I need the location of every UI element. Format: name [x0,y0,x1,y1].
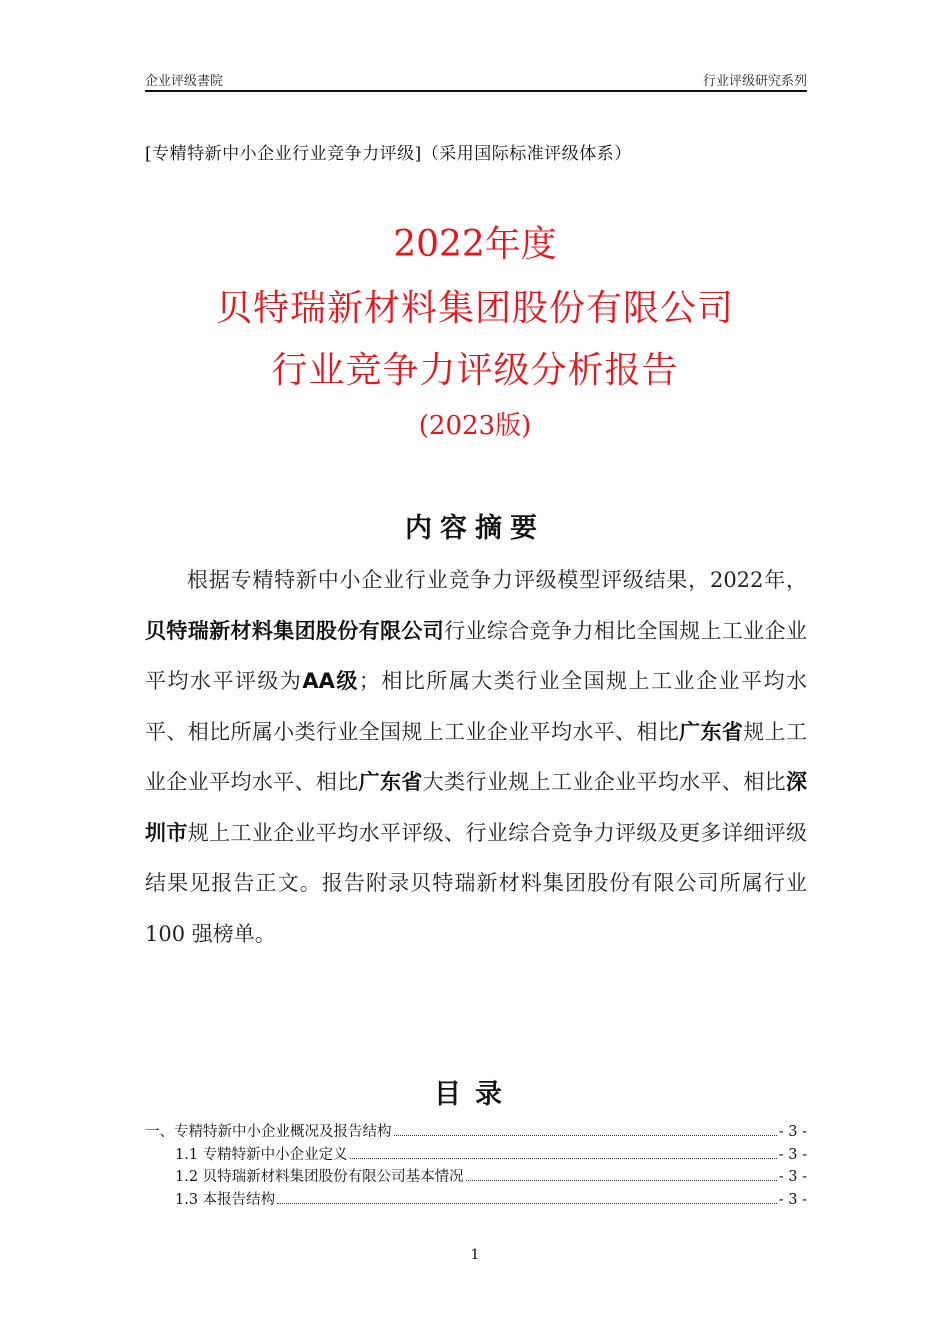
toc-leader-dots [394,1135,777,1136]
header-publisher: 企业评级書院 [145,74,224,89]
toc-heading: 目录 [434,1079,516,1110]
toc-entry-page: - 3 - [778,1146,807,1163]
abstract-text: 规上工业企业平均水平、相比 [145,719,808,794]
toc-entry-page: - 3 - [778,1124,807,1140]
abstract-text: 规上工业企业平均水平评级、行业综合竞争力评级及更多详细评级结果见报告正文。报告附录贝特瑞新材料集团股份有限公司所属行业 100 强榜单。 [145,820,807,946]
toc-leader-dots [466,1180,777,1181]
abstract-city: 深圳市 [145,770,808,845]
abstract-province: 广东省 [679,719,744,744]
abstract-rating: AA级 [302,669,359,693]
abstract-text: 大类行业规上工业企业平均水平、相比 [422,770,787,794]
abstract-text: 根据专精特新中小企业行业竞争力评级模型评级结果，2022年， [187,568,807,592]
toc-leader-dots [350,1158,777,1159]
toc-entry-label: 1.1 专精特新中小企业定义 [175,1146,348,1163]
toc-entry[interactable] [145,1188,807,1211]
toc-entry-label: 1.2 贝特瑞新材料集团股份有限公司基本情况 [175,1169,464,1185]
toc-entry[interactable] [145,1120,807,1143]
abstract-body [145,555,807,959]
toc-entry[interactable] [145,1165,807,1188]
abstract-text: ；相比所属大类行业全国规上工业企业平均水平、相比所属小类行业全国规上工业企业平均水平、相比 [145,669,807,744]
header-series: 行业评级研究系列 [702,74,807,89]
table-of-contents [145,1120,807,1210]
toc-entry-label: 一、专精特新中小企业概况及报告结构 [145,1124,392,1140]
page-header [145,68,807,92]
report-year-title: 2022年度 [393,224,557,265]
toc-entry-page: - 3 - [778,1191,807,1208]
toc-entry[interactable] [145,1143,807,1166]
report-type-title: 行业竞争力评级分析报告 [271,350,679,391]
page-number: 1 [470,1247,480,1263]
edition-title: (2023版) [418,411,532,441]
toc-leader-dots [277,1203,777,1204]
abstract-company-name: 贝特瑞新材料集团股份有限公司 [145,618,445,643]
abstract-heading: 内容摘要 [405,513,545,544]
company-name-title: 贝特瑞新材料集团股份有限公司 [215,288,734,329]
abstract-text: 行业综合竞争力相比全国规上工业企业平均水平评级为 [145,618,808,693]
toc-entry-label: 1.3 本报告结构 [175,1191,276,1208]
toc-entry-page: - 3 - [778,1169,807,1185]
abstract-province: 广东省 [358,770,423,794]
series-label: [专精特新中小企业行业竞争力评级]（采用国际标准评级体系） [145,144,632,164]
